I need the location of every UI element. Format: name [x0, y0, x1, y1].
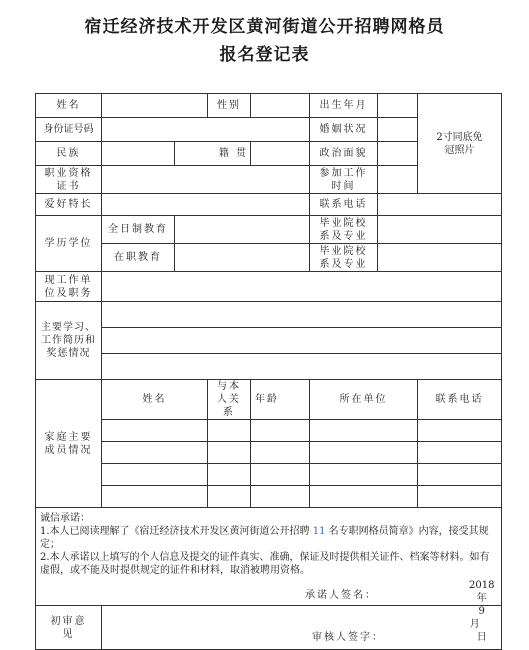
- review-date: [469, 579, 502, 644]
- fulltime-edu-value[interactable]: [175, 216, 310, 244]
- political-value[interactable]: [378, 142, 418, 166]
- registration-form-table: [35, 93, 502, 650]
- graduate-school-1-value[interactable]: [378, 216, 502, 244]
- family-cell[interactable]: [310, 420, 418, 442]
- resume-label: 主要学习、工作简历和奖惩情况: [36, 302, 102, 380]
- family-cell[interactable]: [208, 420, 251, 442]
- qualification-value[interactable]: [102, 166, 310, 194]
- id-number-label: 身份证号码: [36, 118, 102, 142]
- ethnicity-value[interactable]: [102, 142, 175, 166]
- review-year: 2018: [469, 579, 495, 591]
- family-cell[interactable]: [418, 464, 502, 486]
- hometown-label: 籍 贯: [175, 142, 251, 166]
- fulltime-edu-label: 全日制教育: [102, 216, 175, 244]
- family-header-relation: 与本人关系: [208, 380, 251, 420]
- hobbies-label: 爱好特长: [36, 194, 102, 216]
- name-value[interactable]: [102, 94, 208, 118]
- inservice-edu-value[interactable]: [175, 244, 310, 272]
- family-cell[interactable]: [208, 464, 251, 486]
- work-start-value[interactable]: [378, 166, 418, 194]
- review-day-unit: 日: [476, 631, 487, 643]
- family-header-age: 年龄: [251, 380, 310, 420]
- promise-item-1: [40, 525, 497, 551]
- family-header-phone: 联系电话: [418, 380, 502, 420]
- family-cell[interactable]: [251, 442, 310, 464]
- family-cell[interactable]: [102, 464, 208, 486]
- id-number-value[interactable]: [102, 118, 310, 142]
- family-cell[interactable]: [251, 486, 310, 508]
- education-label: 学历学位: [36, 216, 102, 272]
- promise-item-1-b: 名专职网格员简章》内容，接受其规定；: [40, 525, 489, 550]
- reviewer-signature[interactable]: 审核人签字：: [312, 631, 384, 643]
- review-month: 9: [478, 605, 485, 617]
- promise-item-1-num: 11: [312, 525, 326, 537]
- gender-value[interactable]: [251, 94, 310, 118]
- phone-value[interactable]: [378, 194, 502, 216]
- family-cell[interactable]: [251, 464, 310, 486]
- family-cell[interactable]: [418, 420, 502, 442]
- family-cell[interactable]: [418, 442, 502, 464]
- resume-line-3[interactable]: [102, 354, 502, 380]
- birth-value[interactable]: [378, 94, 418, 118]
- integrity-promise-section: [36, 508, 502, 606]
- qualification-label: 职业资格证书: [36, 166, 102, 194]
- promise-signature[interactable]: 承诺人签名：: [305, 589, 377, 601]
- photo-box[interactable]: 2寸同底免冠照片: [418, 94, 502, 194]
- family-cell[interactable]: [251, 420, 310, 442]
- graduate-school-2-value[interactable]: [378, 244, 502, 272]
- gender-label: 性别: [208, 94, 251, 118]
- hometown-value[interactable]: [251, 142, 310, 166]
- family-cell[interactable]: [102, 420, 208, 442]
- phone-label: 联系电话: [310, 194, 378, 216]
- graduate-school-1-label: 毕业院校系及专业: [310, 216, 378, 244]
- birth-label: 出生年月: [310, 94, 378, 118]
- review-label: 初审意见: [36, 606, 102, 650]
- graduate-school-2-label: 毕业院校系及专业: [310, 244, 378, 272]
- family-cell[interactable]: [310, 486, 418, 508]
- work-start-label: 参加工作时间: [310, 166, 378, 194]
- marital-value[interactable]: [378, 118, 418, 142]
- family-header-name: 姓名: [102, 380, 208, 420]
- current-job-label: 现工作单位及职务: [36, 272, 102, 302]
- family-cell[interactable]: [310, 464, 418, 486]
- family-cell[interactable]: [208, 486, 251, 508]
- promise-item-2: 2.本人承诺以上填写的个人信息及提交的证件真实、准确，保证及时提供相关证件、档案等材料。如有虚假，或不能及时提供规定的证件和材料，取消被聘用资格。: [40, 551, 490, 576]
- family-cell[interactable]: [102, 442, 208, 464]
- family-label: 家庭主要成员情况: [36, 380, 102, 508]
- review-year-unit: 年: [476, 592, 487, 604]
- marital-label: 婚姻状况: [310, 118, 378, 142]
- form-title-line1: 宿迁经济技术开发区黄河街道公开招聘网格员: [84, 17, 445, 37]
- review-month-unit: 月: [469, 618, 480, 630]
- family-cell[interactable]: [102, 486, 208, 508]
- ethnicity-label: 民族: [36, 142, 102, 166]
- promise-item-1-a: 1.本人已阅读理解了《宿迁经济技术开发区黄河街道公开招聘: [40, 525, 313, 537]
- inservice-edu-label: 在职教育: [102, 244, 175, 272]
- political-label: 政治面貌: [310, 142, 378, 166]
- promise-heading: 诚信承诺：: [40, 512, 90, 524]
- family-header-workplace: 所在单位: [310, 380, 418, 420]
- name-label: 姓名: [36, 94, 102, 118]
- family-cell[interactable]: [208, 442, 251, 464]
- resume-line-1[interactable]: [102, 302, 502, 328]
- family-cell[interactable]: [418, 486, 502, 508]
- form-title-line2: 报名登记表: [219, 45, 310, 65]
- family-cell[interactable]: [310, 442, 418, 464]
- resume-line-2[interactable]: [102, 328, 502, 354]
- hobbies-value[interactable]: [102, 194, 310, 216]
- current-job-value[interactable]: [102, 272, 502, 302]
